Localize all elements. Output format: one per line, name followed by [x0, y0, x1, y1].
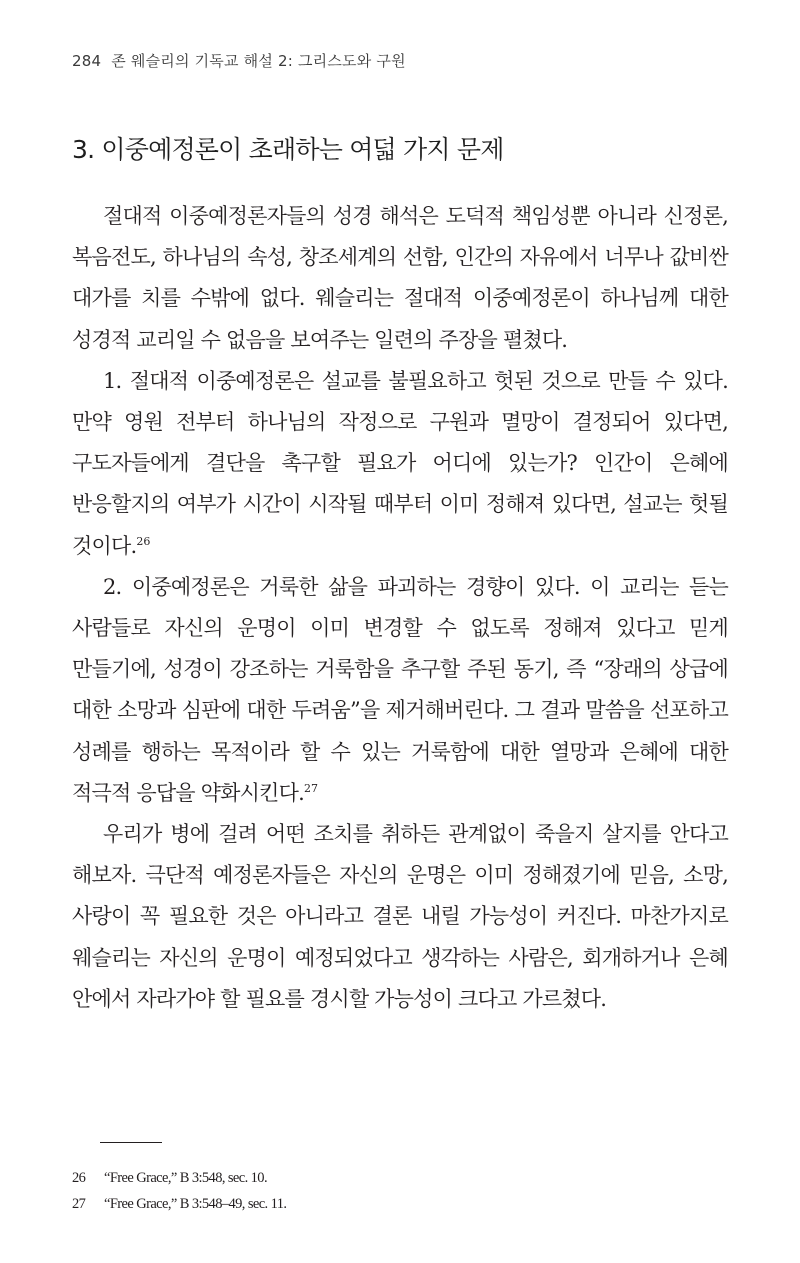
- book-title: 존 웨슬리의 기독교 해설 2: 그리스도와 구원: [111, 52, 406, 70]
- paragraph-text: 2. 이중예정론은 거룩한 삶을 파괴하는 경향이 있다. 이 교리는 듣는 사람들로 자신의 운명이 이미 변경할 수 없도록 정해져 있다고 믿게 만들기에, 성경이 강조하는 거룩함을 추구할 주된 동기, 즉 “장래의 상급에 대한 소망과 심판에 대한 두려움”을 제거해버린다. 그 결과 말씀을 선포하고 성례를 행하는 목적이라 할 수 있는 거룩함에 대한 열망과 은혜에 대한 적극적 응답을 약화시킨다.: [72, 574, 729, 805]
- paragraph: [72, 361, 728, 567]
- page-number: 284: [72, 52, 102, 70]
- footnote-text: “Free Grace,” B 3:548–49, sec. 11.: [104, 1196, 287, 1212]
- paragraph: [72, 814, 728, 1020]
- paragraph-text: 절대적 이중예정론자들의 성경 해석은 도덕적 책임성뿐 아니라 신정론, 복음전도, 하나님의 속성, 창조세계의 선함, 인간의 자유에서 너무나 값비싼 대가를 치를 수밖에 없다. 웨슬리는 절대적 이중예정론이 하나님께 대한 성경적 교리일 수 없음을 보여주는 일련의 주장을 펼쳤다.: [72, 204, 728, 352]
- footnote-number: 27: [72, 1196, 86, 1212]
- paragraph: [72, 567, 728, 814]
- footnote: [72, 1165, 728, 1191]
- paragraph-text: 우리가 병에 걸려 어떤 조치를 취하든 관계없이 죽을지 살지를 안다고 해보자. 극단적 예정론자들은 자신의 운명은 이미 정해졌기에 믿음, 소망, 사랑이 꼭 필요한 것은 아니라고 결론 내릴 가능성이 커진다. 마찬가지로 웨슬리는 자신의 운명이 예정되었다고 생각하는 사람은, 회개하거나 은혜 안에서 자라가야 할 필요를 경시할 가능성이 크다고 가르쳤다.: [72, 822, 728, 1011]
- running-head: [72, 50, 406, 71]
- paragraph-text: 1. 절대적 이중예정론은 설교를 불필요하고 헛된 것으로 만들 수 있다. 만약 영원 전부터 하나님의 작정으로 구원과 멸망이 결정되어 있다면, 구도자들에게 결단을 촉구할 필요가 어디에 있는가? 인간이 은혜에 반응할지의 여부가 시간이 시작될 때부터 이미 정해져 있다면, 설교는 헛될 것이다.: [72, 368, 728, 558]
- section-title: 3. 이중예정론이 초래하는 여덟 가지 문제: [72, 135, 504, 164]
- footnote-divider: [100, 1142, 162, 1143]
- footnote-reference[interactable]: 26: [136, 534, 151, 548]
- footnote-reference[interactable]: 27: [303, 781, 318, 795]
- footnotes: [72, 1165, 728, 1217]
- paragraph: [72, 196, 728, 361]
- footnote: [72, 1191, 728, 1217]
- footnote-number: 26: [72, 1170, 86, 1186]
- body-text: [72, 196, 728, 1020]
- footnote-text: “Free Grace,” B 3:548, sec. 10.: [104, 1170, 267, 1186]
